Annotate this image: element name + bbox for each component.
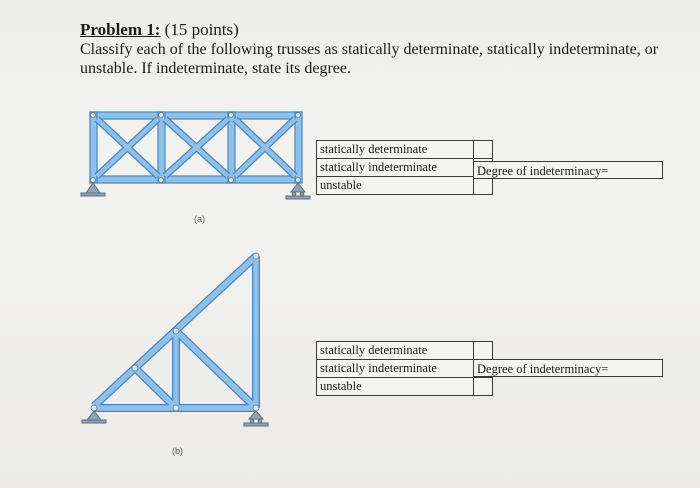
truss-a-bottom-chord [90,176,302,183]
truss-b-roller-support [244,411,268,426]
truss-b-diagram [80,236,280,432]
option-label: unstable [317,177,474,195]
option-checkbox[interactable] [474,342,493,360]
table-row [317,177,493,195]
option-label: statically indeterminate [317,159,474,177]
problem-label: Problem 1: [80,20,161,39]
problem-instruction: Classify each of the following trusses as statically determinate, statically indeterminate, or unstable. If indeterminate, state its degree. [80,41,659,77]
problem-points: (15 points) [160,20,239,39]
option-checkbox[interactable] [474,141,493,159]
truss-a-caption: (a) [194,214,205,224]
truss-b-caption: (b) [172,446,183,456]
table-row [317,360,493,378]
table-row [317,378,493,396]
table-row [317,159,493,177]
truss-a-diagram [78,104,318,208]
truss-b-degree-field[interactable]: Degree of indeterminacy= [473,359,663,377]
truss-a-top-chord [90,112,302,119]
truss-a-pin-support [81,183,105,196]
option-label: unstable [317,378,474,396]
table-row [317,141,493,159]
option-label: statically determinate [317,342,474,360]
option-label: statically indeterminate [317,360,474,378]
option-label: statically determinate [317,141,474,159]
option-checkbox[interactable] [474,378,493,396]
truss-b-classification-table [316,341,493,396]
truss-a-degree-field[interactable]: Degree of indeterminacy= [473,161,663,179]
truss-a-roller-support [286,183,310,199]
problem-heading [80,20,239,40]
truss-b-pin-support [82,411,106,423]
truss-a-classification-table [316,140,493,195]
table-row [317,342,493,360]
